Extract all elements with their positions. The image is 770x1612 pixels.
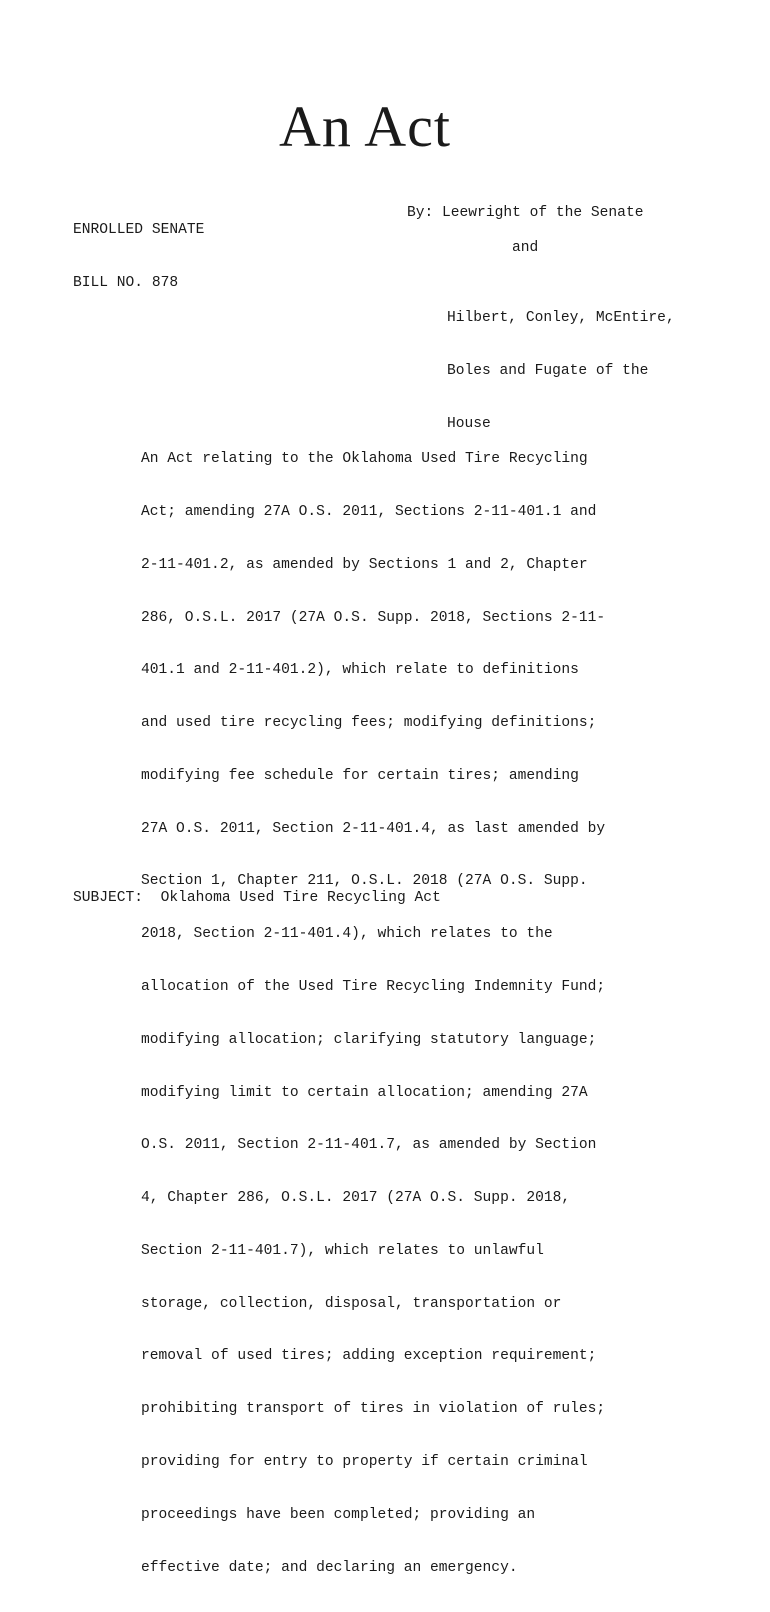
house-sponsor-line: House — [447, 415, 491, 432]
summary-line: and used tire recycling fees; modifying definitions; — [141, 715, 597, 732]
act-summary — [141, 416, 605, 1612]
summary-line: effective date; and declaring an emergency. — [141, 1559, 518, 1576]
bill-number-block — [73, 187, 204, 328]
sponsor-conjunction: and — [512, 240, 539, 256]
house-sponsor-line: Hilbert, Conley, McEntire, — [447, 310, 675, 327]
summary-line: modifying allocation; clarifying statutory language; — [141, 1031, 597, 1048]
summary-line: providing for entry to property if certain criminal — [141, 1454, 588, 1471]
summary-line: removal of used tires; adding exception requirement; — [141, 1348, 597, 1365]
summary-line: Act; amending 27A O.S. 2011, Sections 2-11-401.1 and — [141, 503, 597, 520]
summary-line: allocation of the Used Tire Recycling Indemnity Fund; — [141, 979, 606, 995]
summary-line: Section 1, Chapter 211, O.S.L. 2018 (27A O.S. Supp. — [141, 873, 588, 890]
summary-line: prohibiting transport of tires in violation of rules; — [141, 1401, 606, 1418]
summary-line: storage, collection, disposal, transportation or — [141, 1295, 562, 1312]
summary-line: 4, Chapter 286, O.S.L. 2017 (27A O.S. Supp. 2018, — [141, 1190, 571, 1207]
summary-line: modifying limit to certain allocation; amending 27A — [141, 1084, 588, 1101]
act-title: An Act — [279, 94, 451, 159]
summary-line: O.S. 2011, Section 2-11-401.7, as amended by Section — [141, 1137, 597, 1154]
senate-sponsor: By: Leewright of the Senate — [407, 205, 644, 221]
house-sponsor-line: Boles and Fugate of the — [447, 362, 649, 379]
bill-number-label: BILL NO. 878 — [73, 274, 179, 291]
bill-chamber-label: ENROLLED SENATE — [73, 222, 205, 239]
summary-line: Section 2-11-401.7), which relates to unlawful — [141, 1242, 544, 1259]
summary-line: proceedings have been completed; providing an — [141, 1506, 536, 1523]
summary-line: 401.1 and 2-11-401.2), which relate to definitions — [141, 662, 579, 679]
subject-line: SUBJECT: Oklahoma Used Tire Recycling Act — [73, 890, 441, 906]
summary-line: 2018, Section 2-11-401.4), which relates to the — [141, 926, 553, 943]
summary-line: 27A O.S. 2011, Section 2-11-401.4, as last amended by — [141, 820, 606, 837]
summary-line: An Act relating to the Oklahoma Used Tire Recycling — [141, 451, 588, 468]
summary-line: 286, O.S.L. 2017 (27A O.S. Supp. 2018, Sections 2-11- — [141, 609, 606, 626]
summary-line: 2-11-401.2, as amended by Sections 1 and 2, Chapter — [141, 556, 588, 573]
summary-line: modifying fee schedule for certain tires; amending — [141, 767, 579, 784]
